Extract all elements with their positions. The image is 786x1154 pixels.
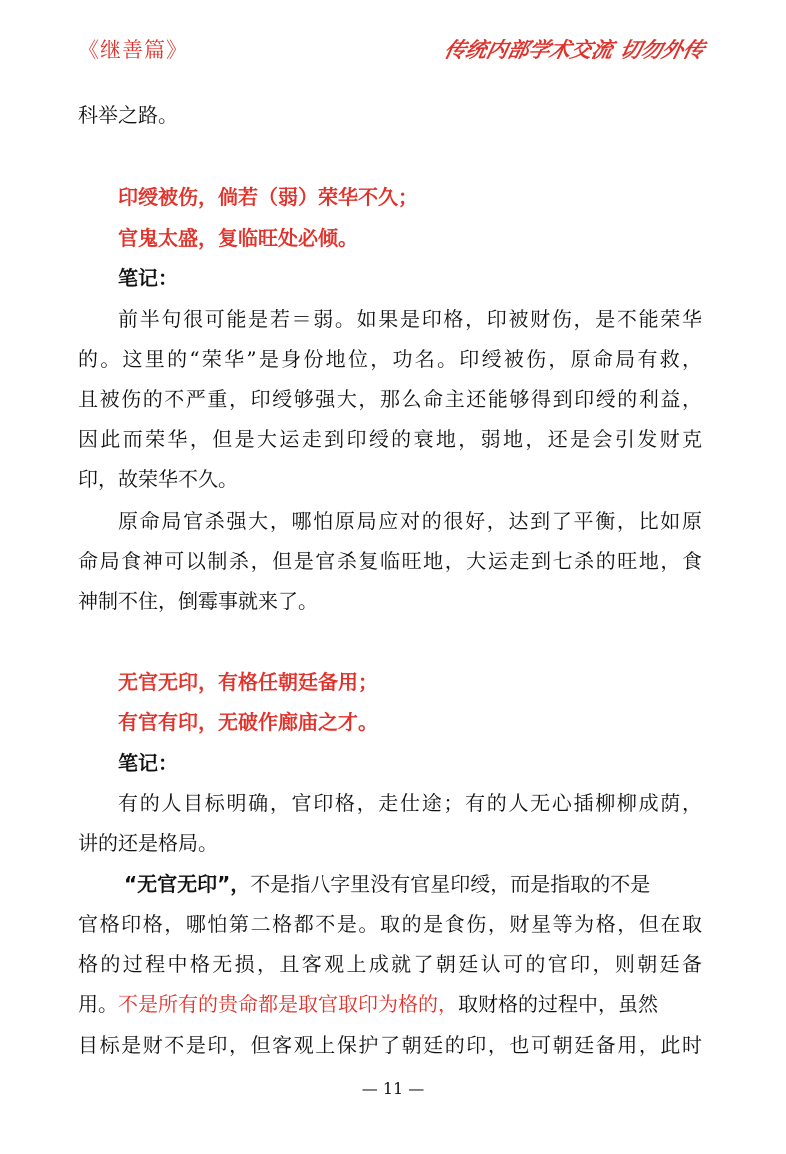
text-line: 目标是财不是印，但客观上保护了朝廷的印，也可朝廷备用，此时 xyxy=(78,1033,702,1057)
text-line: 因此而荣华，但是大运走到印绶的衰地，弱地，还是会引发财克 xyxy=(78,427,702,451)
highlight-text: 不是所有的贵命都是取官取印为格的， xyxy=(118,992,458,1016)
book-title: 《继善篇》 xyxy=(78,38,188,62)
text-line: 官格印格，哪怕第二格都不是。取的是食伤，财星等为格，但在取 xyxy=(78,912,702,936)
text-line: 印，故荣华不久。 xyxy=(78,467,238,491)
text-line: 有的人目标明确，官印格，走仕途；有的人无心插柳柳成荫， xyxy=(118,791,702,815)
text-line: 的。这里的“荣华”是身份地位，功名。印绶被伤，原命局有救， xyxy=(78,347,702,371)
text-line: 前半句很可能是若＝弱。如果是印格，印被财伤，是不能荣华 xyxy=(118,307,702,331)
text-span: 用。 xyxy=(78,992,118,1016)
text-line: 科举之路。 xyxy=(78,103,178,127)
text-line: 命局食神可以制杀，但是官杀复临旺地，大运走到七杀的旺地，食 xyxy=(78,549,702,573)
text-line: 原命局官杀强大，哪怕原局应对的很好，达到了平衡，比如原 xyxy=(118,509,702,533)
verse-line: 印绶被伤，倘若（弱）荣华不久； xyxy=(118,185,418,209)
note-label: 笔记： xyxy=(118,266,178,290)
verse-line: 官鬼太盛，复临旺处必倾。 xyxy=(118,226,358,250)
text-line: 讲的还是格局。 xyxy=(78,831,218,855)
text-line: 格的过程中格无损，且客观上成就了朝廷认可的官印，则朝廷备 xyxy=(78,952,702,976)
verse-line: 有官有印，无破作廊庙之才。 xyxy=(118,710,378,734)
emphasis-quote: “无官无印”， xyxy=(124,872,251,896)
text-span: 取财格的过程中，虽然 xyxy=(458,992,658,1016)
text-span: 不是指八字里没有官星印绶，而是指取的不是 xyxy=(250,872,651,896)
text-line: 神制不住，倒霉事就来了。 xyxy=(78,589,318,613)
page-number: — 11 — xyxy=(361,1079,425,1098)
text-line xyxy=(78,992,658,1016)
header-slogan: 传统内部学术交流 切勿外传 xyxy=(441,37,707,62)
text-line: 且被伤的不严重，印绶够强大，那么命主还能够得到印绶的利益， xyxy=(78,387,702,411)
note-label: 笔记： xyxy=(118,751,178,775)
verse-line: 无官无印，有格任朝廷备用； xyxy=(118,670,378,694)
text-line xyxy=(124,872,650,896)
